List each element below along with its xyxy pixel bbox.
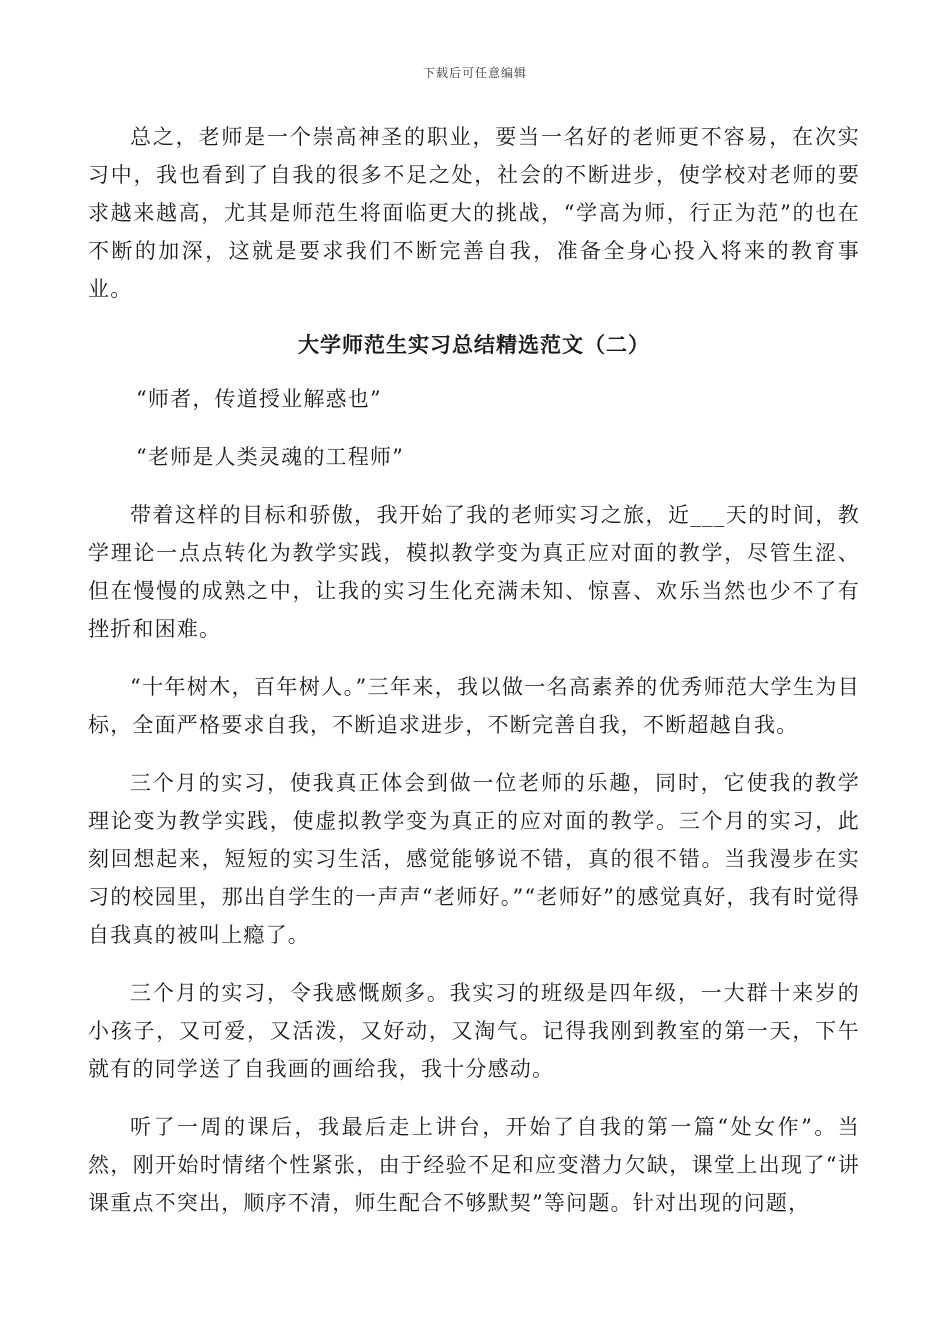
paragraph: 三个月的实习，使我真正体会到做一位老师的乐趣，同时，它使我的教学理论变为教学实践，使虚拟教学变为真正的应对面的教学。三个月的实习，此刻回想起来，短短的实习生活，感觉能够说不错，真的很不错。当我漫步在实习的校园里，那出自学生的一声声“老师好。”“老师好”的感觉真好，我有时觉得自我真的被叫上瘾了。 (88, 771, 860, 947)
quote: “老师是人类灵魂的工程师” (136, 445, 405, 469)
section-title: 大学师范生实习总结精选范文（二） (298, 333, 650, 357)
paragraph: 带着这样的目标和骄傲，我开始了我的老师实习之旅，近___天的时间，教学理论一点点转化为教学实践，模拟教学变为真正应对面的教学，尽管生涩、但在慢慢的成熟之中，让我的实习生化充满未知、惊喜、欢乐当然也少不了有挫折和困难。 (88, 503, 860, 641)
paragraph: 总之，老师是一个崇高神圣的职业，要当一名好的老师更不容易，在次实习中，我也看到了自我的很多不足之处，社会的不断进步，使学校对老师的要求越来越高，尤其是师范生将面临更大的挑战，“学高为师，行正为范”的也在不断的加深，这就是要求我们不断完善自我，准备全身心投入将来的教育事业。 (88, 125, 860, 301)
paragraph: 听了一周的课后，我最后走上讲台，开始了自我的第一篇“处女作”。当然，刚开始时情绪个性紧张，由于经验不足和应变潜力欠缺，课堂上出现了“讲课重点不突出，顺序不清，师生配合不够默契”等问题。针对出现的问题， (88, 1115, 860, 1215)
header-note: 下载后可任意编辑 (422, 66, 527, 80)
paragraph: “十年树木，百年树人。”三年来，我以做一名高素养的优秀师范大学生为目标，全面严格要求自我，不断追求进步，不断完善自我，不断超越自我。 (88, 675, 860, 737)
document-body (88, 118, 860, 1242)
quote: “师者，传道授业解惑也” (136, 387, 382, 411)
paragraph: 三个月的实习，令我感慨颇多。我实习的班级是四年级，一大群十来岁的小孩子，又可爱，又活泼，又好动，又淘气。记得我刚到教室的第一天，下午就有的同学送了自我画的画给我，我十分感动。 (88, 981, 860, 1081)
